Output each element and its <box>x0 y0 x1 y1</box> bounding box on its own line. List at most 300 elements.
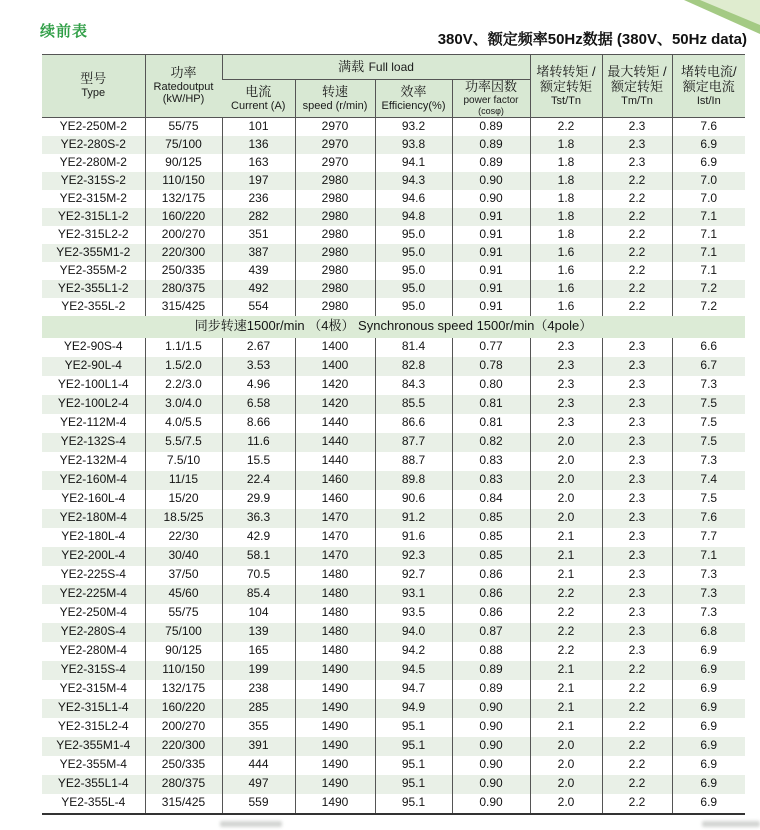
cell-tm-tn: 2.2 <box>602 280 672 298</box>
cell-efficiency: 95.1 <box>375 794 452 814</box>
cell-speed: 1440 <box>295 433 375 452</box>
cell-efficiency: 95.0 <box>375 226 452 244</box>
table-row <box>42 172 745 190</box>
cell-speed: 1440 <box>295 452 375 471</box>
table-row <box>42 528 745 547</box>
cell-current: 29.9 <box>222 490 295 509</box>
cell-efficiency: 87.7 <box>375 433 452 452</box>
cell-ist-in: 6.9 <box>672 661 745 680</box>
cell-tm-tn: 2.2 <box>602 208 672 226</box>
cell-tst-tn: 2.2 <box>530 642 602 661</box>
cell-tst-tn: 1.8 <box>530 136 602 154</box>
cell-speed: 2970 <box>295 117 375 136</box>
cell-current: 355 <box>222 718 295 737</box>
table-row <box>42 395 745 414</box>
cell-current: 6.58 <box>222 395 295 414</box>
cell-ist-in: 7.1 <box>672 226 745 244</box>
cell-current: 3.53 <box>222 357 295 376</box>
table-row <box>42 471 745 490</box>
cell-power: 30/40 <box>145 547 222 566</box>
cell-tst-tn: 1.6 <box>530 244 602 262</box>
cell-power-factor: 0.89 <box>452 154 530 172</box>
cell-efficiency: 94.6 <box>375 190 452 208</box>
cell-power: 220/300 <box>145 737 222 756</box>
cell-power-factor: 0.85 <box>452 547 530 566</box>
cell-power-factor: 0.90 <box>452 172 530 190</box>
cell-speed: 2970 <box>295 154 375 172</box>
cell-ist-in: 7.1 <box>672 547 745 566</box>
cell-efficiency: 85.5 <box>375 395 452 414</box>
cell-speed: 2980 <box>295 208 375 226</box>
cell-power-factor: 0.90 <box>452 737 530 756</box>
cell-tm-tn: 2.3 <box>602 490 672 509</box>
cell-power-factor: 0.89 <box>452 117 530 136</box>
cell-ist-in: 7.3 <box>672 376 745 395</box>
cell-power-factor: 0.87 <box>452 623 530 642</box>
cell-current: 104 <box>222 604 295 623</box>
table-row <box>42 756 745 775</box>
cell-current: 11.6 <box>222 433 295 452</box>
cell-tst-tn: 1.6 <box>530 280 602 298</box>
cell-tst-tn: 1.8 <box>530 190 602 208</box>
cell-current: 22.4 <box>222 471 295 490</box>
cell-current: 101 <box>222 117 295 136</box>
cell-current: 58.1 <box>222 547 295 566</box>
cell-tm-tn: 2.3 <box>602 604 672 623</box>
cell-tm-tn: 2.2 <box>602 794 672 814</box>
cell-current: 238 <box>222 680 295 699</box>
cell-tm-tn: 2.2 <box>602 718 672 737</box>
cell-tst-tn: 2.3 <box>530 338 602 357</box>
cell-current: 8.66 <box>222 414 295 433</box>
col-header-current: 电流 Current (A) <box>222 80 295 118</box>
cell-speed: 1470 <box>295 528 375 547</box>
col-header-type: 型号 Type <box>42 55 145 118</box>
motor-spec-table <box>42 54 745 815</box>
cell-current: 236 <box>222 190 295 208</box>
cell-tm-tn: 2.3 <box>602 376 672 395</box>
cell-type: YE2-355L-2 <box>61 298 126 313</box>
cell-ist-in: 7.2 <box>672 298 745 316</box>
cell-tst-tn: 2.0 <box>530 433 602 452</box>
cell-power: 18.5/25 <box>145 509 222 528</box>
cell-current: 439 <box>222 262 295 280</box>
cell-type: YE2-280M-4 <box>59 643 127 658</box>
cell-power: 90/125 <box>145 154 222 172</box>
cell-power: 55/75 <box>145 604 222 623</box>
cell-tm-tn: 2.3 <box>602 528 672 547</box>
cell-tst-tn: 2.2 <box>530 117 602 136</box>
cell-type: YE2-250M-2 <box>59 118 127 133</box>
cell-tm-tn: 2.2 <box>602 190 672 208</box>
section-separator-row <box>42 316 745 338</box>
col-header-rated-output: 功率 Ratedoutput (kW/HP) <box>145 55 222 118</box>
cell-current: 197 <box>222 172 295 190</box>
cell-power-factor: 0.89 <box>452 680 530 699</box>
cell-tst-tn: 2.3 <box>530 414 602 433</box>
table-row <box>42 775 745 794</box>
cutoff-text-artifact <box>702 821 760 827</box>
cell-speed: 1490 <box>295 756 375 775</box>
cell-efficiency: 95.0 <box>375 244 452 262</box>
cell-efficiency: 94.2 <box>375 642 452 661</box>
table-row <box>42 154 745 172</box>
table-row <box>42 338 745 357</box>
cell-power: 2.2/3.0 <box>145 376 222 395</box>
cell-power-factor: 0.85 <box>452 528 530 547</box>
cell-efficiency: 94.5 <box>375 661 452 680</box>
cell-efficiency: 95.0 <box>375 298 452 316</box>
cell-power: 200/270 <box>145 718 222 737</box>
cell-power: 75/100 <box>145 136 222 154</box>
cell-efficiency: 81.4 <box>375 338 452 357</box>
cell-current: 492 <box>222 280 295 298</box>
cell-power-factor: 0.91 <box>452 298 530 316</box>
cell-current: 165 <box>222 642 295 661</box>
cell-power: 200/270 <box>145 226 222 244</box>
cell-type: YE2-315S-2 <box>42 172 145 190</box>
cell-current: 2.67 <box>222 338 295 357</box>
cell-tm-tn: 2.3 <box>602 136 672 154</box>
cell-speed: 1480 <box>295 642 375 661</box>
cell-speed: 2980 <box>295 172 375 190</box>
cell-efficiency: 84.3 <box>375 376 452 395</box>
cell-tst-tn: 2.1 <box>530 528 602 547</box>
cell-power-factor: 0.90 <box>452 718 530 737</box>
cell-tm-tn: 2.2 <box>602 172 672 190</box>
cell-ist-in: 7.5 <box>672 395 745 414</box>
cell-tm-tn: 2.2 <box>602 775 672 794</box>
cell-type: YE2-225M-4 <box>42 585 145 604</box>
cell-tm-tn: 2.3 <box>602 452 672 471</box>
table-row <box>42 208 745 226</box>
cell-type: YE2-90S-4 <box>63 339 123 354</box>
cell-efficiency: 94.3 <box>375 172 452 190</box>
cell-power: 3.0/4.0 <box>145 395 222 414</box>
cell-power: 315/425 <box>145 298 222 316</box>
cell-ist-in: 7.1 <box>672 244 745 262</box>
cell-power-factor: 0.91 <box>452 208 530 226</box>
cell-type: YE2-355L1-2 <box>42 280 145 298</box>
cell-tst-tn: 2.3 <box>530 357 602 376</box>
cell-speed: 1490 <box>295 680 375 699</box>
cell-type: YE2-180L-4 <box>61 529 126 544</box>
table-row <box>42 357 745 376</box>
cutoff-text-artifact <box>220 821 282 827</box>
cell-tm-tn: 2.2 <box>602 226 672 244</box>
cell-current: 42.9 <box>222 528 295 547</box>
table-row <box>42 794 745 814</box>
table-row <box>42 718 745 737</box>
cell-current: 444 <box>222 756 295 775</box>
cell-speed: 1420 <box>295 395 375 414</box>
cell-ist-in: 6.9 <box>672 642 745 661</box>
cell-efficiency: 95.1 <box>375 756 452 775</box>
cell-type: YE2-225S-4 <box>60 567 126 582</box>
cell-efficiency: 95.1 <box>375 775 452 794</box>
cell-tm-tn: 2.3 <box>602 585 672 604</box>
cell-tm-tn: 2.2 <box>602 244 672 262</box>
cell-speed: 2980 <box>295 262 375 280</box>
cell-ist-in: 7.1 <box>672 208 745 226</box>
cell-type: YE2-250M-4 <box>59 605 127 620</box>
cell-power: 55/75 <box>145 117 222 136</box>
cell-power: 11/15 <box>145 471 222 490</box>
cell-efficiency: 91.2 <box>375 509 452 528</box>
cell-speed: 1470 <box>295 509 375 528</box>
cell-ist-in: 7.6 <box>672 117 745 136</box>
cell-efficiency: 94.8 <box>375 208 452 226</box>
cell-efficiency: 93.1 <box>375 585 452 604</box>
cell-ist-in: 7.3 <box>672 566 745 585</box>
cell-power-factor: 0.85 <box>452 509 530 528</box>
cell-efficiency: 93.2 <box>375 117 452 136</box>
cell-speed: 2980 <box>295 244 375 262</box>
cell-power-factor: 0.86 <box>452 566 530 585</box>
cell-tst-tn: 2.0 <box>530 737 602 756</box>
cell-speed: 1480 <box>295 623 375 642</box>
cell-tst-tn: 1.8 <box>530 172 602 190</box>
cell-tst-tn: 1.6 <box>530 298 602 316</box>
cell-ist-in: 7.3 <box>672 604 745 623</box>
cell-ist-in: 6.7 <box>672 357 745 376</box>
cell-tst-tn: 2.1 <box>530 566 602 585</box>
cell-tst-tn: 1.8 <box>530 208 602 226</box>
table-row <box>42 737 745 756</box>
cell-power: 280/375 <box>145 280 222 298</box>
cell-current: 199 <box>222 661 295 680</box>
cell-speed: 1420 <box>295 376 375 395</box>
cell-type: YE2-112M-4 <box>60 415 127 430</box>
cell-power: 1.5/2.0 <box>145 357 222 376</box>
cell-efficiency: 91.6 <box>375 528 452 547</box>
cell-current: 85.4 <box>222 585 295 604</box>
cell-type: YE2-315L1-4 <box>42 699 145 718</box>
cell-ist-in: 6.9 <box>672 737 745 756</box>
cell-current: 4.96 <box>222 376 295 395</box>
cell-speed: 1400 <box>295 338 375 357</box>
cell-speed: 1490 <box>295 737 375 756</box>
cell-tst-tn: 2.0 <box>530 775 602 794</box>
cell-tst-tn: 1.8 <box>530 154 602 172</box>
cell-speed: 1490 <box>295 718 375 737</box>
cell-tm-tn: 2.3 <box>602 433 672 452</box>
cell-tm-tn: 2.2 <box>602 737 672 756</box>
cell-ist-in: 7.7 <box>672 528 745 547</box>
table-row <box>42 623 745 642</box>
cell-efficiency: 90.6 <box>375 490 452 509</box>
cell-type: YE2-315M-4 <box>59 681 127 696</box>
cell-speed: 1490 <box>295 661 375 680</box>
table-row <box>42 298 745 316</box>
cell-speed: 1480 <box>295 566 375 585</box>
cell-efficiency: 93.5 <box>375 604 452 623</box>
cell-ist-in: 6.9 <box>672 756 745 775</box>
cell-ist-in: 7.6 <box>672 509 745 528</box>
cell-ist-in: 7.1 <box>672 262 745 280</box>
cell-ist-in: 6.8 <box>672 623 745 642</box>
page-title: 380V、额定频率50Hz数据 (380V、50Hz data) <box>437 31 747 48</box>
table-row <box>42 452 745 471</box>
cell-speed: 1490 <box>295 794 375 814</box>
table-row <box>42 585 745 604</box>
cell-efficiency: 94.9 <box>375 699 452 718</box>
cell-power-factor: 0.91 <box>452 244 530 262</box>
col-header-power-factor: 功率因数 power factor (cosφ) <box>452 80 530 118</box>
table-body <box>42 117 745 814</box>
cell-tst-tn: 2.3 <box>530 395 602 414</box>
cell-current: 36.3 <box>222 509 295 528</box>
cell-tm-tn: 2.3 <box>602 642 672 661</box>
cell-current: 559 <box>222 794 295 814</box>
cell-power: 15/20 <box>145 490 222 509</box>
cell-speed: 1470 <box>295 547 375 566</box>
cell-power-factor: 0.91 <box>452 280 530 298</box>
table-row <box>42 376 745 395</box>
cell-type: YE2-315L2-2 <box>57 226 129 241</box>
cell-tst-tn: 1.8 <box>530 226 602 244</box>
cell-efficiency: 94.7 <box>375 680 452 699</box>
table-row <box>42 680 745 699</box>
cell-current: 139 <box>222 623 295 642</box>
table-row <box>42 661 745 680</box>
cell-tm-tn: 2.3 <box>602 547 672 566</box>
cell-power-factor: 0.82 <box>452 433 530 452</box>
table-row <box>42 490 745 509</box>
cell-tm-tn: 2.2 <box>602 699 672 718</box>
table-row <box>42 566 745 585</box>
cell-tm-tn: 2.3 <box>602 117 672 136</box>
cell-speed: 1460 <box>295 490 375 509</box>
cell-ist-in: 6.9 <box>672 718 745 737</box>
cell-power: 90/125 <box>145 642 222 661</box>
cell-power-factor: 0.83 <box>452 452 530 471</box>
cell-speed: 2980 <box>295 298 375 316</box>
table-row <box>42 262 745 280</box>
cell-tst-tn: 2.0 <box>530 794 602 814</box>
cell-tst-tn: 2.2 <box>530 623 602 642</box>
cell-efficiency: 93.8 <box>375 136 452 154</box>
cell-type: YE2-132M-4 <box>59 453 127 468</box>
table-row <box>42 136 745 154</box>
cell-current: 497 <box>222 775 295 794</box>
cell-speed: 2980 <box>295 226 375 244</box>
cell-tm-tn: 2.3 <box>602 395 672 414</box>
cell-efficiency: 95.0 <box>375 280 452 298</box>
cell-tm-tn: 2.3 <box>602 414 672 433</box>
cell-type: YE2-90L-4 <box>42 357 145 376</box>
cell-tm-tn: 2.2 <box>602 298 672 316</box>
cell-current: 554 <box>222 298 295 316</box>
cell-type: YE2-315L1-2 <box>42 208 145 226</box>
cell-type: YE2-355L-4 <box>61 795 126 810</box>
cell-power: 75/100 <box>145 623 222 642</box>
cell-efficiency: 82.8 <box>375 357 452 376</box>
cell-type: YE2-280S-4 <box>42 623 145 642</box>
col-header-tst-tn: 堵转转矩 / 额定转矩 Tst/Tn <box>530 55 602 118</box>
table-header <box>42 55 745 118</box>
cell-power: 220/300 <box>145 244 222 262</box>
cell-type: YE2-315M-2 <box>59 190 127 205</box>
cell-type: YE2-315L2-4 <box>57 719 129 734</box>
cell-power: 22/30 <box>145 528 222 547</box>
cell-type: YE2-100L1-4 <box>57 377 129 392</box>
cell-tst-tn: 2.1 <box>530 699 602 718</box>
cell-tst-tn: 2.0 <box>530 509 602 528</box>
cell-tm-tn: 2.3 <box>602 338 672 357</box>
cell-speed: 1490 <box>295 775 375 794</box>
cell-current: 282 <box>222 208 295 226</box>
cell-efficiency: 95.1 <box>375 718 452 737</box>
cell-type: YE2-160M-4 <box>42 471 145 490</box>
col-header-speed: 转速 speed (r/min) <box>295 80 375 118</box>
cell-efficiency: 95.0 <box>375 262 452 280</box>
cell-type: YE2-355M-4 <box>59 757 127 772</box>
cell-power-factor: 0.90 <box>452 775 530 794</box>
cell-type: YE2-200L-4 <box>42 547 145 566</box>
cell-ist-in: 7.5 <box>672 433 745 452</box>
cell-ist-in: 6.9 <box>672 699 745 718</box>
cell-current: 391 <box>222 737 295 756</box>
table-row <box>42 226 745 244</box>
table-row <box>42 509 745 528</box>
table-row <box>42 604 745 623</box>
cell-ist-in: 7.5 <box>672 414 745 433</box>
cell-current: 285 <box>222 699 295 718</box>
cell-ist-in: 6.9 <box>672 680 745 699</box>
cell-ist-in: 6.9 <box>672 136 745 154</box>
cell-ist-in: 7.0 <box>672 190 745 208</box>
cell-ist-in: 7.4 <box>672 471 745 490</box>
table-row <box>42 414 745 433</box>
cell-efficiency: 94.0 <box>375 623 452 642</box>
col-header-tm-tn: 最大转矩 / 额定转矩 Tm/Tn <box>602 55 672 118</box>
table-row <box>42 244 745 262</box>
cell-ist-in: 7.5 <box>672 490 745 509</box>
cell-power: 160/220 <box>145 208 222 226</box>
cell-type: YE2-180M-4 <box>42 509 145 528</box>
cell-type: YE2-355M1-4 <box>42 737 145 756</box>
col-header-full-load: 满载 Full load <box>222 55 530 80</box>
cell-power-factor: 0.86 <box>452 585 530 604</box>
cell-power-factor: 0.90 <box>452 190 530 208</box>
cell-power: 160/220 <box>145 699 222 718</box>
cell-power: 315/425 <box>145 794 222 814</box>
cell-power-factor: 0.88 <box>452 642 530 661</box>
cell-power: 45/60 <box>145 585 222 604</box>
cell-power: 5.5/7.5 <box>145 433 222 452</box>
cell-type: YE2-160L-4 <box>61 491 126 506</box>
cell-type: YE2-280M-2 <box>59 154 127 169</box>
cell-tm-tn: 2.3 <box>602 154 672 172</box>
cell-power: 250/335 <box>145 756 222 775</box>
cell-efficiency: 94.1 <box>375 154 452 172</box>
cell-tst-tn: 2.2 <box>530 585 602 604</box>
cell-tm-tn: 2.2 <box>602 680 672 699</box>
cell-tm-tn: 2.2 <box>602 756 672 775</box>
cell-tst-tn: 2.1 <box>530 680 602 699</box>
cell-power: 1.1/1.5 <box>145 338 222 357</box>
cell-type: YE2-280S-2 <box>42 136 145 154</box>
corner-ribbon-light <box>700 0 760 25</box>
cell-power: 132/175 <box>145 680 222 699</box>
cell-speed: 2980 <box>295 280 375 298</box>
table-row <box>42 190 745 208</box>
cell-speed: 1490 <box>295 699 375 718</box>
cell-power-factor: 0.80 <box>452 376 530 395</box>
cell-tm-tn: 2.3 <box>602 357 672 376</box>
cell-power: 7.5/10 <box>145 452 222 471</box>
